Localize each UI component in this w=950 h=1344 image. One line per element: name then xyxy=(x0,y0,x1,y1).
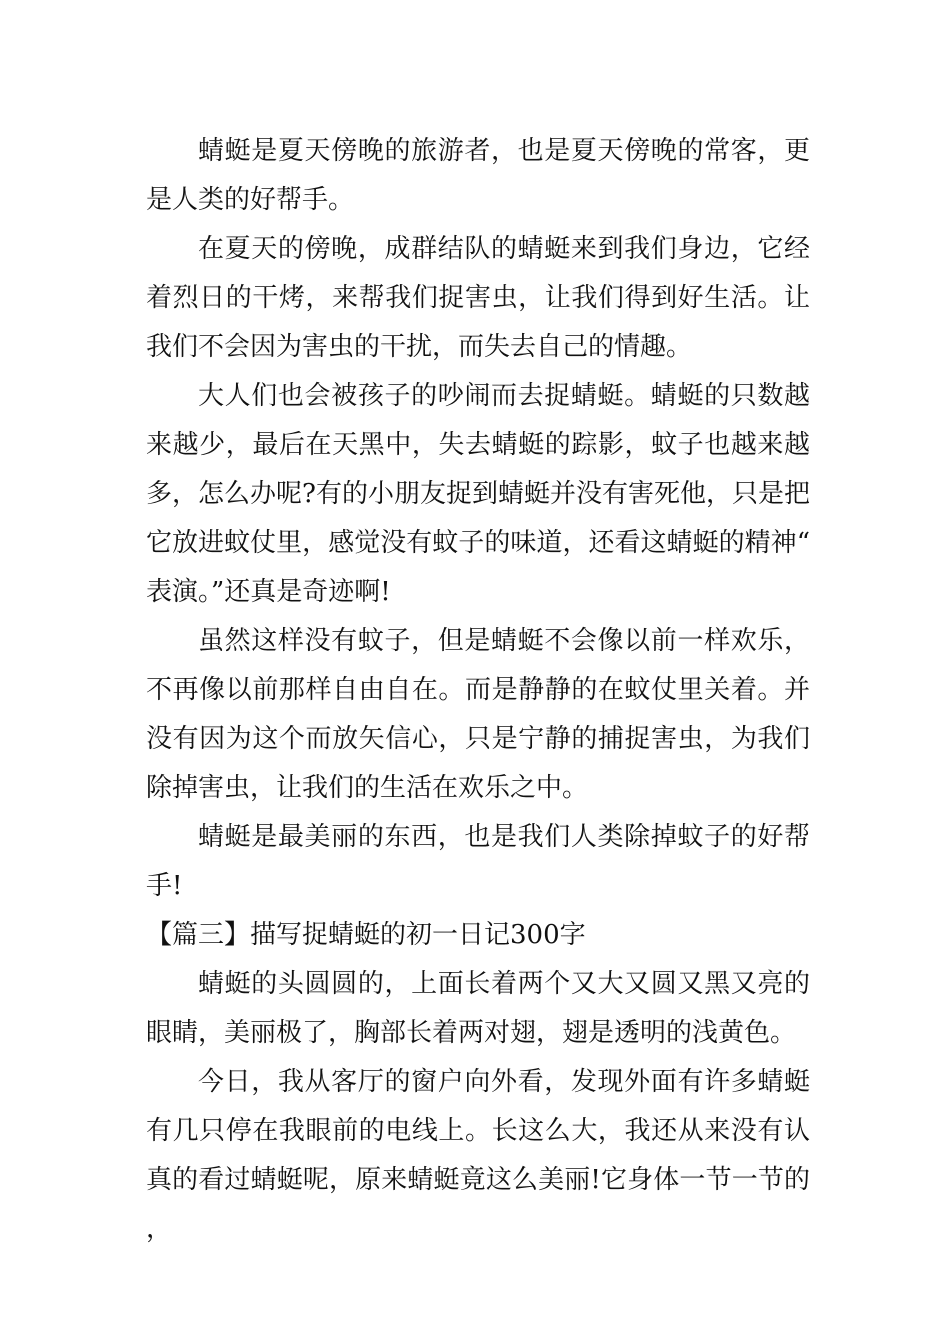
paragraph: 今日，我从客厅的窗户向外看，发现外面有许多蜻蜓有几只停在我眼前的电线上。长这么大，我还从来没有认真的看过蜻蜓呢，原来蜻蜓竟这么美丽!它身体一节一节的， xyxy=(146,1067,810,1244)
paragraph: 蜻蜓的头圆圆的，上面长着两个又大又圆又黑又亮的眼睛，美丽极了，胸部长着两对翅，翅是透明的浅黄色。 xyxy=(146,969,810,1048)
paragraph: 在夏天的傍晚，成群结队的蜻蜓来到我们身边，它经着烈日的干烤，来帮我们捉害虫，让我们得到好生活。让我们不会因为害虫的干扰，而失去自己的情趣。 xyxy=(146,234,810,362)
paragraph: 大人们也会被孩子的吵闹而去捉蜻蜓。蜻蜓的只数越来越少，最后在天黑中，失去蜻蜓的踪影，蚊子也越来越多，怎么办呢?有的小朋友捉到蜻蜓并没有害死他，只是把它放进蚊仗里，感觉没有蚊子的味道，还看这蜻蜓的精神“表演。”还真是奇迹啊! xyxy=(146,381,810,607)
paragraph: 蜻蜓是夏天傍晚的旅游者，也是夏天傍晚的常客，更是人类的好帮手。 xyxy=(146,136,810,215)
paragraph: 蜻蜓是最美丽的东西，也是我们人类除掉蚊子的好帮手! xyxy=(146,822,810,901)
document-body xyxy=(146,127,810,1254)
paragraph: 虽然这样没有蚊子，但是蜻蜓不会像以前一样欢乐，不再像以前那样自由自在。而是静静的在蚊仗里关着。并没有因为这个而放矢信心，只是宁静的捕捉害虫，为我们除掉害虫，让我们的生活在欢乐之中。 xyxy=(146,626,810,803)
section-heading: 【篇三】描写捉蜻蜓的初一日记300字 xyxy=(146,920,586,950)
